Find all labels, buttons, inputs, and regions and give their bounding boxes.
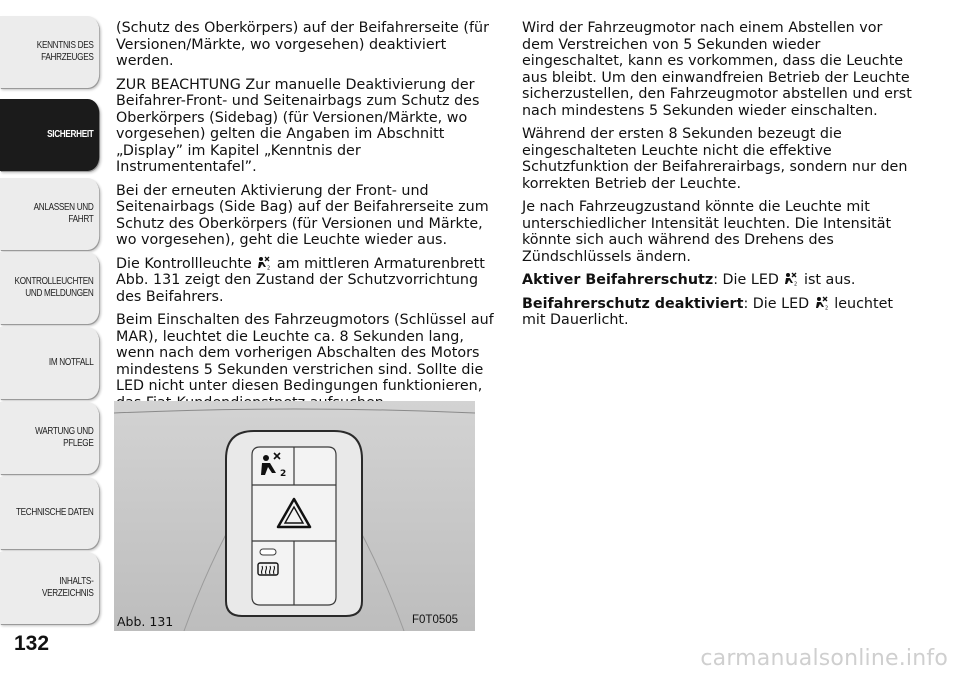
paragraph: Aktiver Beifahrerschutz: Die LED 2 ist aus. <box>522 272 856 288</box>
paragraph: (Schutz des Oberkörpers) auf der Beifahrerseite (für Versionen/Märkte, wo vorgesehen) deaktiviert werden. <box>116 20 489 69</box>
page-number: 132 <box>14 632 50 655</box>
svg-text:2: 2 <box>824 305 828 310</box>
dashboard-figure <box>114 401 475 631</box>
paragraph: Die Kontrollleuchte 2 am mittleren Armaturenbrett Abb. 131 zeigt den Zustand der Schutzvorrichtung des Beifahrers. <box>116 255 485 305</box>
figure-caption: Abb. 131 <box>117 614 174 629</box>
paragraph: Wird der Fahrzeugmotor nach einem Abstellen vor dem Verstreichen von 5 Sekunden wieder eingeschaltet, kann es vorkommen, dass die Leuchte aus bleibt. Um den einwandfreien Betrieb der Leuchte sicherzustellen, den Fahrzeugmotor abstellen und erst nach mindestens 5 Sekunden wieder einschalten. <box>522 20 912 119</box>
chapter-sidebar <box>0 0 100 678</box>
paragraph: Je nach Fahrzeugzustand könnte die Leuchte mit unterschiedlicher Intensität leuchten. Die Intensität könnte sich auch während des Drehens des Zündschlüssels ändern. <box>522 199 892 265</box>
svg-text:2: 2 <box>794 281 798 286</box>
tab-inhaltsverzeichnis[interactable]: INHALTS- VERZEICHNIS <box>0 552 99 624</box>
passenger-airbag-off-icon <box>257 256 271 270</box>
center-console-illustration <box>114 401 475 631</box>
note-paragraph: ZUR BEACHTUNG Zur manuelle Deaktivierung der Beifahrer-Front- und Seitenairbags zum Schutz des Oberkörpers (Sidebag) (für Versionen/Märkte, wo vorgesehen) gelten die Angaben im Abschnitt „Display” im Kapitel „Kenntnis der Instrumententafel”. <box>116 76 480 175</box>
tab-sicherheit[interactable]: SICHERHEIT <box>0 99 99 171</box>
svg-text:2: 2 <box>267 265 271 270</box>
left-column <box>116 20 498 418</box>
paragraph: Beifahrerschutz deaktiviert: Die LED 2 leuchtet mit Dauerlicht. <box>522 295 893 328</box>
tab-wartung-und-pflege[interactable]: WARTUNG UND PFLEGE <box>0 402 99 474</box>
led-indicator <box>260 549 276 555</box>
passenger-airbag-off-icon <box>784 272 798 286</box>
paragraph: Bei der erneuten Aktivierung der Front- und Seitenairbags (Side Bag) auf der Beifahrerseite zum Schutz des Oberkörpers (für Versionen und Märkte, wo vorgesehen), geht die Leuchte wieder aus. <box>116 182 489 248</box>
tab-kontrolleuchten[interactable]: KONTROLLEUCHTEN UND MELDUNGEN <box>0 252 99 324</box>
airbag-index-label: 2 <box>280 469 287 479</box>
tab-kenntnis-des-fahrzeuges[interactable]: KENNTNIS DES FAHRZEUGES <box>0 16 99 88</box>
watermark: carmanualsonline.info <box>700 646 948 671</box>
tab-anlassen-und-fahrt[interactable]: ANLASSEN UND FAHRT <box>0 178 99 250</box>
figure-code: F0T0505 <box>412 614 459 626</box>
paragraph: Während der ersten 8 Sekunden bezeugt die eingeschalteten Leuchte nicht die effektive Schutzfunktion der Beifahrerairbags, sondern nur den korrekten Betrieb der Leuchte. <box>522 126 908 192</box>
tab-im-notfall[interactable]: IM NOTFALL <box>0 327 99 399</box>
tab-technische-daten[interactable]: TECHNISCHE DATEN <box>0 477 99 549</box>
passenger-airbag-off-icon <box>815 296 829 310</box>
right-column <box>522 20 914 336</box>
paragraph: Beim Einschalten des Fahrzeugmotors (Schlüssel auf MAR), leuchtet die Leuchte ca. 8 Sekunden lang, wenn nach dem vorherigen Abschalten des Motors mindestens 5 Sekunden verstrichen sind. Sollte die LED nicht unter diesen Bedingungen funktionieren, <box>116 312 494 394</box>
